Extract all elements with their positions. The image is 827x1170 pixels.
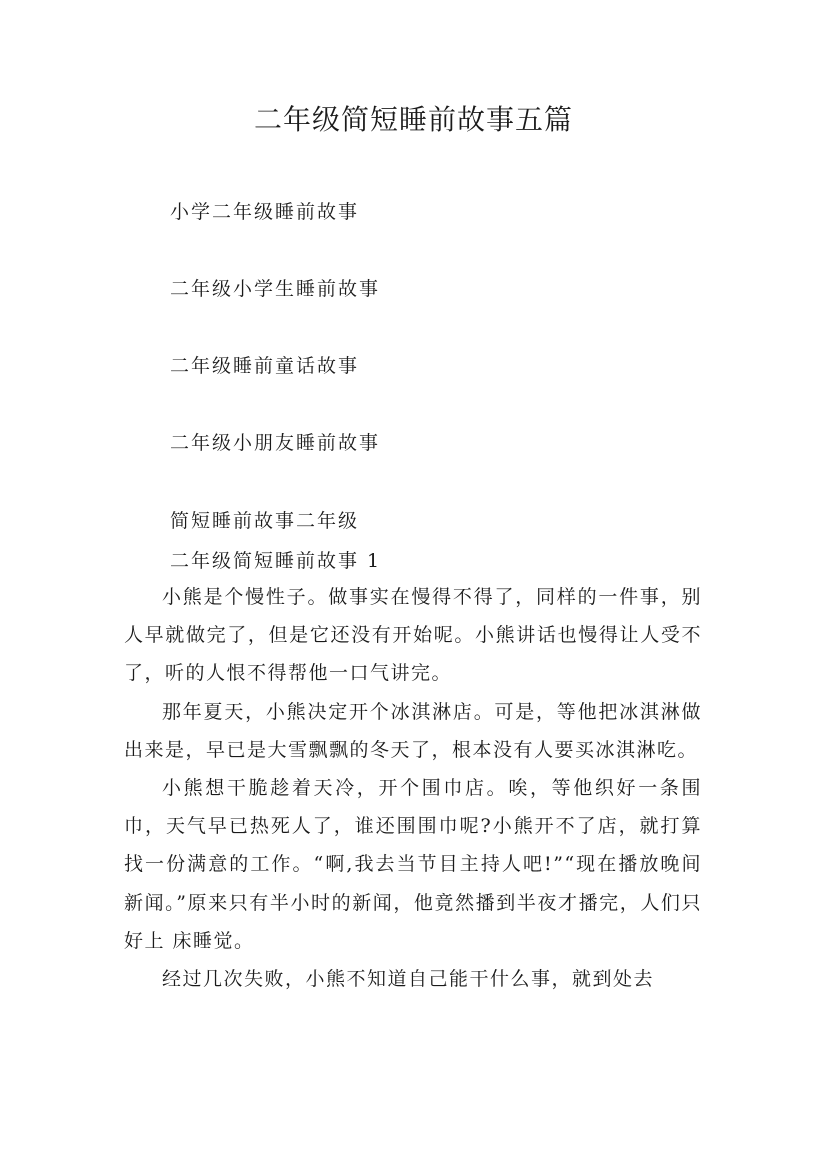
section-heading: 二年级简短睡前故事 1 [170,550,382,572]
paragraph: 那年夏天，小熊决定开个冰淇淋店。可是，等他把冰淇淋做出来是，早已是大雪飘飘的冬天了，根本没有人要买冰淇淋吃。 [124,700,702,761]
paragraph: 小熊是个慢性子。做事实在慢得不得了，同样的一件事，别人早就做完了，但是它还没有开始呢。小熊讲话也慢得让人受不了，听的人恨不得帮他一口气讲完。 [124,586,702,685]
page-title: 二年级简短睡前故事五篇 [253,103,573,136]
story-body [124,578,702,998]
toc-item: 二年级小朋友睡前故事 [170,432,381,454]
toc-item: 小学二年级睡前故事 [170,201,360,223]
paragraph: 小熊想干脆趁着天冷，开个围巾店。唉，等他织好一条围巾，天气早已热死人了，谁还围围巾呢?小熊开不了店，就打算找一份满意的工作。“啊,我去当节目主持人吧!”“现在播放晚间新闻。”原来只有半小时的新闻，他竟然播到半夜才播完，人们只好上 床睡觉。 [124,777,702,952]
paragraph: 经过几次失败，小熊不知道自己能干什么事，就到处去 [162,968,655,991]
toc-item: 简短睡前故事二年级 [170,510,360,532]
toc-item: 二年级小学生睡前故事 [170,278,381,300]
toc-item: 二年级睡前童话故事 [170,355,360,377]
